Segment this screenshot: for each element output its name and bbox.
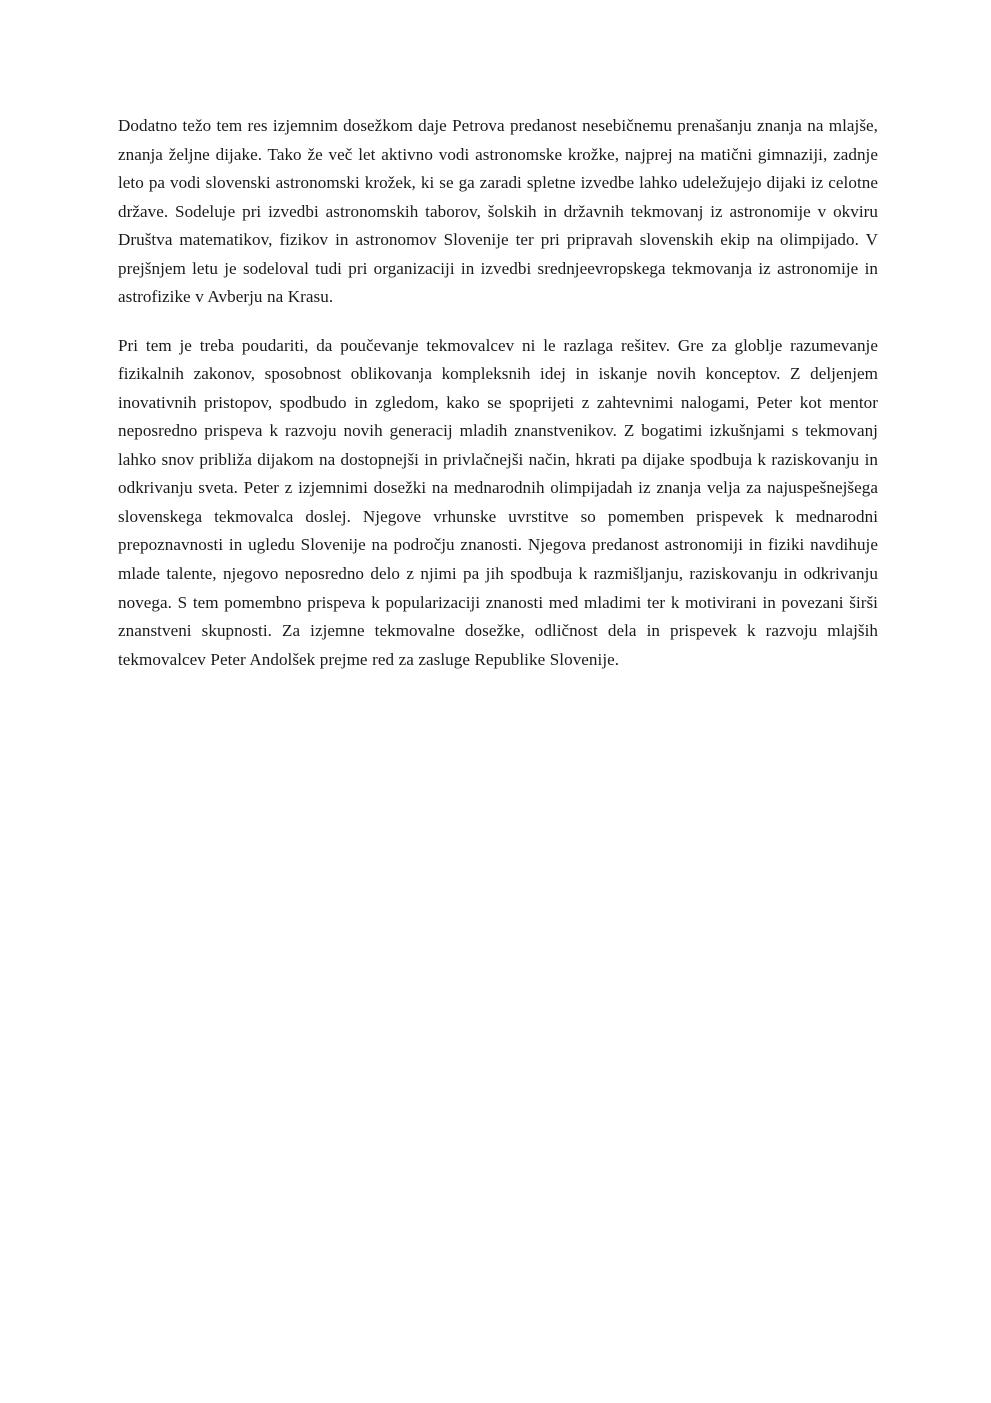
paragraph-2: Pri tem je treba poudariti, da poučevanje tekmovalcev ni le razlaga rešitev. Gre za globlje razumevanje fizikalnih zakonov, sposobnost oblikovanja kompleksnih idej in iskanje novih konceptov. Z deljenjem inovativnih pristopov, spodbudo in zgledom, kako se spoprijeti z zahtevnimi nalogami, Peter kot mentor neposredno prispeva k razvoju novih generacij mladih znanstvenikov. Z bogatimi izkušnjami s tekmovanj lahko snov približa dijakom na dostopnejši in privlačnejši način, hkrati pa dijake spodbuja k raziskovanju in odkrivanju sveta. Peter z izjemnimi dosežki na mednarodnih olimpijadah iz znanja velja za najuspešnejšega slovenskega tekmovalca doslej. Njegove vrhunske uvrstitve so pomemben prispevek k mednarodni prepoznavnosti in ugledu Slovenije na področju znanosti. Njegova predanost astronomiji in fiziki navdihuje mlade talente, njegovo neposredno delo z njimi pa jih spodbuja k razmišljanju, raziskovanju in odkrivanju novega. S tem pomembno prispeva k popularizaciji znanosti med mladimi ter k motivirani in povezani širši znanstveni skupnosti. Za izjemne tekmovalne dosežke, odličnost dela in prispevek k razvoju mlajših tekmovalcev Peter Andolšek prejme red za zasluge Republike Slovenije. [118, 335, 878, 669]
paragraph-1: Dodatno težo tem res izjemnim dosežkom daje Petrova predanost nesebičnemu prenašanju znanja na mlajše, znanja željne dijake. Tako že več let aktivno vodi astronomske krožke, najprej na matični gimnaziji, zadnje leto pa vodi slovenski astronomski krožek, ki se ga zaradi spletne izvedbe lahko udeležujejo dijaki iz celotne države. Sodeluje pri izvedbi astronomskih taborov, šolskih in državnih tekmovanj iz astronomije v okviru Društva matematikov, fizikov in astronomov Slovenije ter pri pripravah slovenskih ekip na olimpijado. V prejšnjem letu je sodeloval tudi pri organizaciji in izvedbi srednjeevropskega tekmovanja iz astronomije in astrofizike v Avberju na Krasu. [118, 116, 878, 307]
document-body [118, 112, 878, 674]
